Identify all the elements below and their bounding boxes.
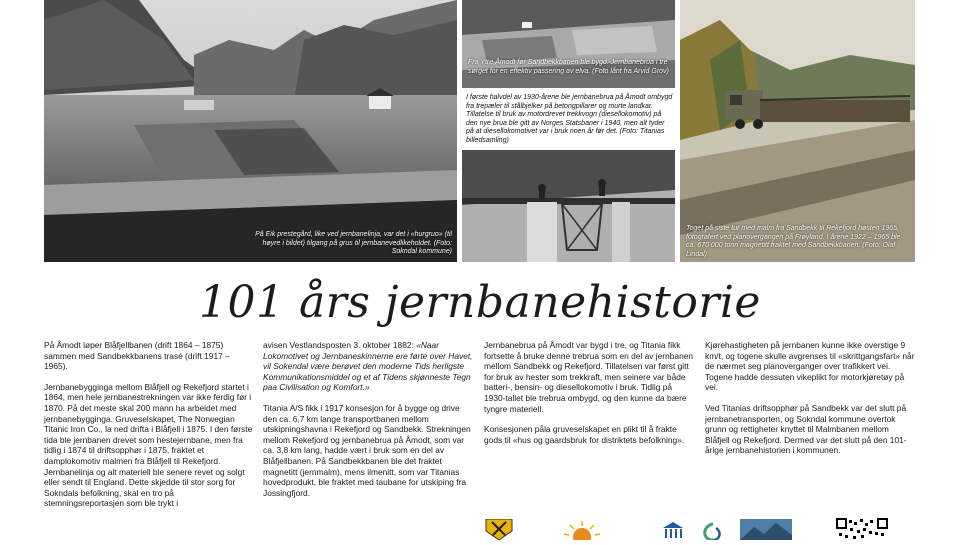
page-title: 101 års jernbanehistorie (199, 277, 761, 328)
paragraph-with-quote (263, 340, 473, 393)
photo-eik-prestegard (44, 0, 457, 262)
text-column-4 (705, 340, 915, 466)
paragraph: Konsesjonen påla gruveselskapet en plikt til å frakte gods til «hus og gaardsbruk for distriktets befolkning». (484, 424, 685, 445)
photo-bridge-construction (462, 150, 675, 262)
text-column-3 (484, 340, 694, 455)
paragraph: Jernbanebrua på Åmodt var bygd i tre, og Titania fikk fortsette å bruke denne trebrua som en del av jernbanen mellom Sandbekk og Rekefjord. Tillatelsen var først gitt for bruk av hester som trekkraft, men seinere var både batteri-, bensin- og diesellokomotiv i bruk. Tidlig på 1930-tallet ble trebrua ombygd, og den kunne da bære tyngre materiell. (484, 340, 694, 414)
text-column-2 (263, 340, 473, 508)
sun-emblem-icon (560, 519, 604, 540)
quote-lead: avisen Vestlandsposten 3. oktober 1882: (263, 340, 417, 350)
unesco-temple-icon (661, 521, 685, 540)
photo-ytre-amodt (462, 0, 675, 88)
paragraph: Titania A/S fikk i 1917 konsesjon for å bygge og drive den ca. 6,7 km lange transportbanen mellom utskipningshavna i Rekefjord og Sandbekk. Strekningen mellom Rekefjord og jernbanebrua på Åmodt, som var ca. 3,8 km lang, hadde vært i bruk som en del av Blåfjellbanen. På Sandbekkbanen ble det fraktet magnetitt (jernmalm), mens ilmenitt, som var Titanias hovedprodukt, ble fraktet med taubane for utskiping fra Jossingfjord. (263, 402, 471, 498)
photo-ytre-amodt-caption: Fra Ytre Åmodt før Sandbekkbanen ble bygd. Jernbanebrua i tre sørget for en effektiv passering av elva. (Foto lånt fra Arvid Grov) (468, 59, 669, 75)
qr-code-icon (836, 518, 888, 540)
paragraph: Ved Titanias driftsopphør på Sandbekk var det slutt på jernbanetransporten, og Sokndal kommune overtok grunn og rettigheter knyttet til Malmbanen mellom Blåfjell og Rekefjord. Dermed var det slutt på den 101-årige jernbanehistorien i kommunen. (705, 402, 907, 456)
paragraph: Kjørehastigheten på jernbanen kunne ikke overstige 9 km/t, og togene skulle avgrenses til «skrittgangsfart» når de nærmet seg planoverganger over trafikkert vei. Togene hadde dessuten vikeplikt for motorkjøretøy på vei. (705, 340, 915, 393)
photo-last-train (680, 0, 915, 262)
photo-train-caption: Toget på siste tur med malm fra Sandbekk til Rekefjord høsten 1965, fotografert ved planovergangen på Frøyland. I årene 1922 – 1965 ble ca. 670 000 tonn magnetitt fraktet med Sandbekkbanen. (Foto: Olaf Lindal) (686, 225, 901, 258)
paragraph: På Åmodt løper Blåfjellbanen (drift 1864 – 1875) sammen med Sandbekkbanens trasé (drift 1917 – 1965). (44, 340, 230, 372)
text-column-1 (44, 340, 254, 519)
bridge-description-text: I første halvdel av 1930-årene ble jernbanebrua på Åmodt ombygd fra trepæler til stålbjelker på betongpillarer og murte landkar. Tillatelse til bruk av motordrevet trekkvogn (diesellokomotiv) på den nye brua ble gitt av Norges Statsbaner i 1940, men alt tyder på at diesellokomotivet var i bruk noen år før det. (Foto: Titanias billedsamling) (466, 94, 673, 144)
photo-eik-caption: På Eik prestegård, like ved jernbanelinja, var det i «hurgruo» (til høyre i bildet) tilgang på grus til jernbanevedlikeholdet. (Foto: Sokndal kommune) (255, 231, 452, 255)
paragraph: Jernbanebygginga mellom Blåfjell og Rekefjord startet i 1864, men hele jernbanestrekningen var ikke ferdig før i 1870. På det meste skal 200 mann ha arbeidet med jernbanebygginga. Gruveselskapet, The Norwegian Titanic Iron Co., la ned drifta i Blåfjell i 1875. I den første tida ble jernbanen drevet som hestejernbane, men fra tidlig i 1874 til driftsopphør i 1875, fraktet et damplokomotiv malmen fra Blåfjell til Rekefjord. Jernbanelinja og alt materiell ble senere revet og solgt eller sendt til England. Dette skjedde til stor sorg for Sokndals befolkning, skal en tro på stemningsreportasjen som ble trykt i (44, 381, 253, 509)
mountain-landscape-icon (740, 519, 792, 540)
crossed-hammers-shield-icon (485, 519, 513, 540)
geopark-leaf-icon (700, 522, 726, 540)
newspaper-quote: «Naar Lokomotivet og Jernbaneskinnerne ere førte over Havet, vil Sokendal være berøvet den moderne Tids herligste Kommunikationsmiddel og et af Tidens skjønneste Tegn paa Civilisation og Komfort.» (263, 340, 473, 393)
